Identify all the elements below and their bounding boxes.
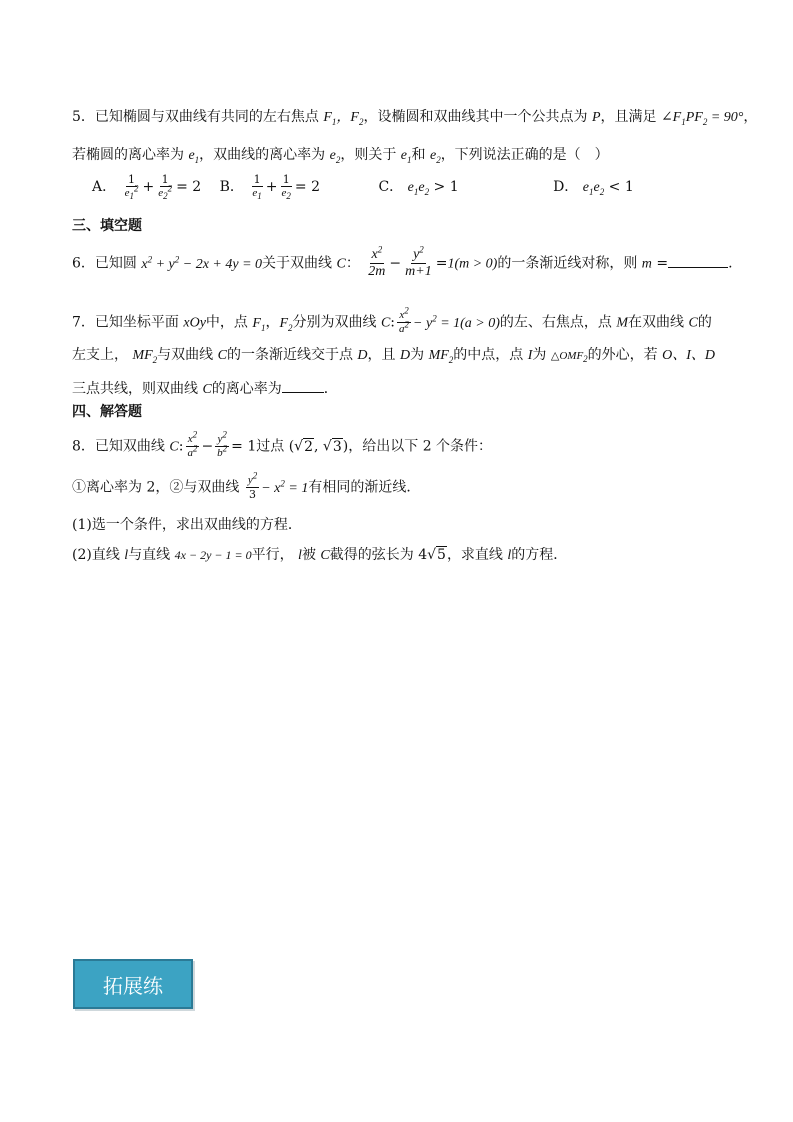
- option-b: B． $\frac{1}{e_1}$ + $\frac{1}{e_2}$ = 2: [219, 173, 325, 202]
- q7-line3: 三点共线，则双曲线 C的离心率为 ．: [72, 381, 338, 397]
- answer-blank-q6: [668, 255, 728, 268]
- section-fill-blank-heading: 三、填空题: [72, 218, 142, 234]
- math-f1f2: $F_1$，$F_2$: [323, 110, 364, 127]
- q7-line1: 7．已知坐标平面 xOy中，点 $F_1$，$F_2$分别为双曲线 C: $\frac{x^2}{a^2}$ − $y^2 = 1(a > 0)$的左、右焦点，点 M在双曲线 C的: [72, 305, 712, 335]
- q5-options: [92, 173, 634, 202]
- q5-line1: 5．已知椭圆与双曲线有共同的左右焦点 $F_1$，$F_2$，设椭圆和双曲线其中一个公共点为 P，且满足 $\angle F_1PF_2 = 90^\circ$，: [72, 109, 758, 127]
- q8-conditions: ①离心率为 2，②与双曲线 $\frac{y^2}{3}$ − $x^2 = 1$有相同的渐近线．: [72, 470, 421, 501]
- point-coordinates: (√2, √3): [288, 438, 349, 455]
- option-a: A． $\frac{1}{e_1^2}$ + $\frac{1}{e_2^2}$ = 2: [92, 173, 206, 202]
- section-answer-heading: 四、解答题: [72, 404, 142, 420]
- q8-part1: (1)选一个条件，求出双曲线的方程．: [72, 517, 302, 533]
- math-angle: $\angle F_1PF_2 = 90^\circ$: [660, 110, 744, 127]
- option-c: C． $e_1e_2 > 1$: [378, 178, 464, 197]
- extension-practice-button[interactable]: 拓展练: [73, 959, 193, 1009]
- q7-line2: 左支上， $MF_2$与双曲线 C的一条渐近线交于点 D，且 D为 $MF_2$的中点，点 I为 $\triangle OMF_2$的外心，若 O、I、D: [72, 347, 716, 365]
- q8-stem: 8．已知双曲线 C: $\frac{x^2}{a^2}$ − $\frac{y^2}{b^2}$ = 1过点 (√2, √3)，给出以下 2 个条件：: [72, 429, 493, 459]
- answer-blank-q7: [282, 380, 324, 393]
- q8-part2: (2)直线 l与直线 4x − 2y − 1 = 0平行， l被 C截得的弦长为 4√5，求直线 l的方程．: [72, 547, 568, 563]
- option-d: D． $e_1e_2 < 1$: [553, 178, 634, 197]
- q6: 6．已知圆 $x^2 + y^2 - 2x + 4y = 0$关于双曲线 C： $\frac{x^2}{2m}$ − $\frac{y^2}{m+1}$ =1(m > 0)的一条渐近线对称，则 m = .: [72, 244, 733, 279]
- q5-line2: 若椭圆的离心率为 $e_1$，双曲线的离心率为 $e_2$，则关于 $e_1$和 $e_2$，下列说法正确的是（ ）: [72, 147, 609, 165]
